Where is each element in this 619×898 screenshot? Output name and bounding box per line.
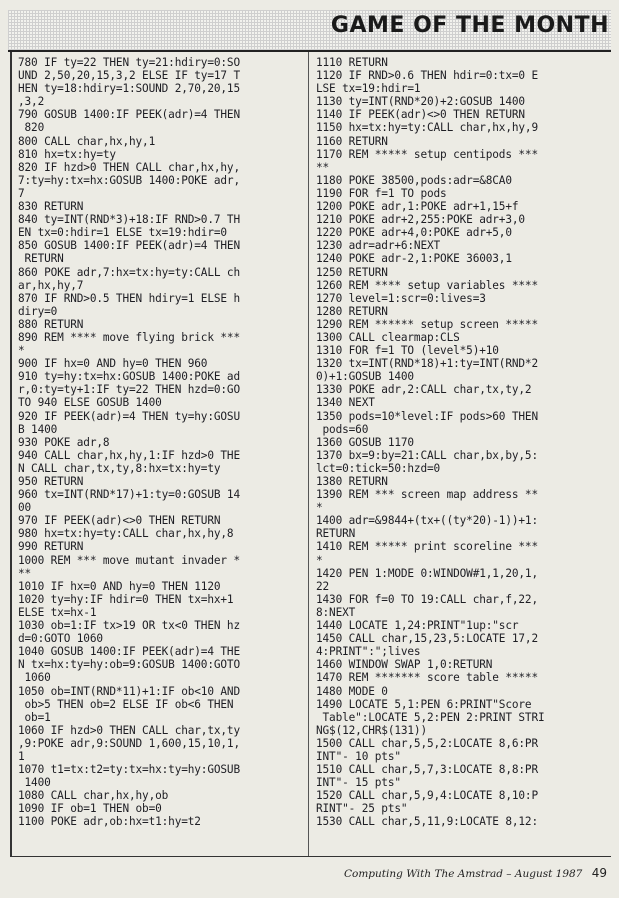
code-line: 1100 POKE adr,ob:hx=t1:hy=t2 — [18, 815, 201, 829]
code-line: EN tx=0:hdir=1 ELSE tx=19:hdir=0 — [18, 226, 227, 240]
code-line: 890 REM **** move flying brick *** — [18, 330, 240, 344]
code-line: 1490 LOCATE 5,1:PEN 6:PRINT"Score — [316, 697, 532, 711]
code-line: 1000 REM *** move mutant invader * — [18, 553, 240, 567]
code-line: 1240 POKE adr-2,1:POKE 36003,1 — [316, 252, 512, 266]
code-line: 22 — [316, 579, 330, 593]
code-line: 870 IF RND>0.5 THEN hdiry=1 ELSE h — [18, 291, 240, 305]
code-line: 1 — [18, 749, 25, 763]
code-line: 1020 ty=hy:IF hdir=0 THEN tx=hx+1 — [18, 592, 234, 606]
code-line: ,9:POKE adr,9:SOUND 1,600,15,10,1, — [18, 736, 240, 750]
code-line: 1400 adr=&9844+(tx+((ty*20)-1))+1: — [316, 514, 538, 528]
code-line: 1040 GOSUB 1400:IF PEEK(adr)=4 THE — [18, 645, 240, 659]
code-line: 940 CALL char,hx,hy,1:IF hzd>0 THE — [18, 448, 240, 462]
code-line: 1310 FOR f=1 TO (level*5)+10 — [316, 344, 499, 358]
code-line: 980 hx=tx:hy=ty:CALL char,hx,hy,8 — [18, 527, 234, 541]
code-line: 1230 adr=adr+6:NEXT — [316, 239, 441, 253]
code-line: 1420 PEN 1:MODE 0:WINDOW#1,1,20,1, — [316, 566, 538, 580]
code-line: B 1400 — [18, 422, 58, 436]
code-line: 810 hx=tx:hy=ty — [18, 147, 116, 161]
code-line: ar,hx,hy,7 — [18, 278, 84, 292]
code-line: 1090 IF ob=1 THEN ob=0 — [18, 802, 162, 816]
code-line: 1510 CALL char,5,7,3:LOCATE 8,8:PR — [316, 763, 538, 777]
code-line: 780 IF ty=22 THEN ty=21:hdiry=0:SO — [18, 56, 240, 69]
code-line: diry=0 — [18, 304, 58, 318]
bottom-rule — [10, 856, 611, 857]
code-line: 1440 LOCATE 1,24:PRINT"1up:"scr — [316, 619, 519, 633]
code-line: 1330 POKE adr,2:CALL char,tx,ty,2 — [316, 383, 532, 397]
code-line: 1150 hx=tx:hy=ty:CALL char,hx,hy,9 — [316, 121, 538, 135]
code-line: 820 — [18, 121, 45, 135]
code-line: RINT"- 25 pts" — [316, 802, 408, 816]
code-line: 1300 CALL clearmap:CLS — [316, 330, 460, 344]
code-line: 1400 — [18, 776, 51, 790]
code-line: 1470 REM ******* score table ***** — [316, 671, 538, 685]
section-title: GAME OF THE MONTH — [330, 13, 609, 38]
code-line: 1110 RETURN — [316, 56, 388, 69]
code-line: * — [18, 344, 25, 358]
code-line: 860 POKE adr,7:hx=tx:hy=ty:CALL ch — [18, 265, 240, 279]
code-line: 1080 CALL char,hx,hy,ob — [18, 789, 169, 803]
code-line: * — [316, 553, 323, 567]
code-line: 1180 POKE 38500,pods:adr=&8CA0 — [316, 173, 512, 187]
code-line: 1070 t1=tx:t2=ty:tx=hx:ty=hy:GOSUB — [18, 763, 240, 777]
code-line: 1030 ob=1:IF tx>19 OR tx<0 THEN hz — [18, 619, 240, 633]
code-line: 1290 REM ****** setup screen ***** — [316, 317, 538, 331]
code-line: TO 940 ELSE GOSUB 1400 — [18, 396, 162, 410]
code-line: ob=1 — [18, 710, 51, 724]
code-line: 900 IF hx=0 AND hy=0 THEN 960 — [18, 357, 208, 371]
code-line: 1390 REM *** screen map address ** — [316, 488, 538, 502]
code-line: N tx=hx:ty=hy:ob=9:GOSUB 1400:GOTO — [18, 658, 240, 672]
left-border-rule — [10, 52, 12, 856]
code-line: 7:ty=hy:tx=hx:GOSUB 1400:POKE adr, — [18, 173, 240, 187]
code-line: ** — [316, 160, 330, 174]
code-line: 790 GOSUB 1400:IF PEEK(adr)=4 THEN — [18, 108, 240, 122]
code-line: 840 ty=INT(RND*3)+18:IF RND>0.7 TH — [18, 213, 240, 227]
code-line: 960 tx=INT(RND*17)+1:ty=0:GOSUB 14 — [18, 488, 240, 502]
code-line: 1430 FOR f=0 TO 19:CALL char,f,22, — [316, 592, 538, 606]
listing-column-left — [18, 56, 308, 829]
code-line: 950 RETURN — [18, 475, 84, 488]
code-line: 1060 IF hzd>0 THEN CALL char,tx,ty — [18, 723, 240, 737]
code-line: ,3,2 — [18, 95, 45, 109]
code-line: 1350 pods=10*level:IF pods>60 THEN — [316, 409, 538, 423]
code-line: 1360 GOSUB 1170 — [316, 435, 414, 449]
code-line: 1450 CALL char,15,23,5:LOCATE 17,2 — [316, 632, 538, 646]
code-line: lct=0:tick=50:hzd=0 — [316, 461, 441, 475]
code-line: 1410 REM ***** print scoreline *** — [316, 540, 538, 554]
code-line: 1050 ob=INT(RND*11)+1:IF ob<10 AND — [18, 684, 240, 698]
listing-column-right — [316, 56, 606, 829]
code-line: 1220 POKE adr+4,0:POKE adr+5,0 — [316, 226, 512, 240]
code-line: 970 IF PEEK(adr)<>0 THEN RETURN — [18, 514, 221, 528]
code-line: 1140 IF PEEK(adr)<>0 THEN RETURN — [316, 108, 525, 122]
code-line: pods=60 — [316, 422, 369, 436]
page-number: 49 — [591, 866, 607, 880]
code-line: 1460 WINDOW SWAP 1,0:RETURN — [316, 658, 493, 672]
code-line: 820 IF hzd>0 THEN CALL char,hx,hy, — [18, 160, 240, 174]
code-line: 1280 RETURN — [316, 304, 388, 318]
code-line: d=0:GOTO 1060 — [18, 632, 103, 646]
code-line: 1200 POKE adr,1:POKE adr+1,15+f — [316, 200, 519, 214]
code-line: 00 — [18, 501, 32, 515]
code-line: RETURN — [316, 527, 356, 541]
code-line: UND 2,50,20,15,3,2 ELSE IF ty=17 T — [18, 69, 240, 83]
code-line: 1520 CALL char,5,9,4:LOCATE 8,10:P — [316, 789, 538, 803]
code-line: 1250 RETURN — [316, 265, 388, 279]
code-line: 7 — [18, 186, 25, 200]
code-line: 850 GOSUB 1400:IF PEEK(adr)=4 THEN — [18, 239, 240, 253]
code-line: 920 IF PEEK(adr)=4 THEN ty=hy:GOSU — [18, 409, 240, 423]
code-line: 1060 — [18, 671, 51, 685]
code-line: 1500 CALL char,5,5,2:LOCATE 8,6:PR — [316, 736, 538, 750]
code-line: 880 RETURN — [18, 317, 84, 331]
code-line: LSE tx=19:hdir=1 — [316, 82, 421, 96]
code-line: 0)+1:GOSUB 1400 — [316, 370, 414, 384]
code-line: RETURN — [18, 252, 64, 266]
code-line: ** — [18, 566, 32, 580]
code-line: 990 RETURN — [18, 540, 84, 554]
code-line: 1010 IF hx=0 AND hy=0 THEN 1120 — [18, 579, 221, 593]
code-line: 4:PRINT":";lives — [316, 645, 421, 659]
code-line: 1380 RETURN — [316, 475, 388, 488]
column-divider — [308, 52, 309, 856]
code-line: INT"- 15 pts" — [316, 776, 401, 790]
code-line: 1190 FOR f=1 TO pods — [316, 186, 447, 200]
code-line: INT"- 10 pts" — [316, 749, 401, 763]
code-line: ob>5 THEN ob=2 ELSE IF ob<6 THEN — [18, 697, 234, 711]
code-line: r,0:ty=ty+1:IF ty=22 THEN hzd=0:GO — [18, 383, 240, 397]
code-line: 1130 ty=INT(RND*20)+2:GOSUB 1400 — [316, 95, 525, 109]
code-line: 1530 CALL char,5,11,9:LOCATE 8,12: — [316, 815, 538, 829]
code-line: ELSE tx=hx-1 — [18, 605, 97, 619]
code-line: NG$(12,CHR$(131)) — [316, 723, 427, 737]
code-line: 1270 level=1:scr=0:lives=3 — [316, 291, 486, 305]
code-line: 930 POKE adr,8 — [18, 435, 110, 449]
code-line: 1170 REM ***** setup centipods *** — [316, 147, 538, 161]
code-line: N CALL char,tx,ty,8:hx=tx:hy=ty — [18, 461, 221, 475]
code-line: 910 ty=hy:tx=hx:GOSUB 1400:POKE ad — [18, 370, 240, 384]
page-footer — [344, 866, 607, 880]
code-line: 1370 bx=9:by=21:CALL char,bx,by,5: — [316, 448, 538, 462]
publication-credit: Computing With The Amstrad – August 1987 — [344, 868, 583, 880]
code-line: 1120 IF RND>0.6 THEN hdir=0:tx=0 E — [316, 69, 538, 83]
code-line: Table":LOCATE 5,2:PEN 2:PRINT STRI — [316, 710, 545, 724]
code-line: 1210 POKE adr+2,255:POKE adr+3,0 — [316, 213, 525, 227]
code-line: HEN ty=18:hdiry=1:SOUND 2,70,20,15 — [18, 82, 240, 96]
code-line: 1260 REM **** setup variables **** — [316, 278, 538, 292]
code-line: 1320 tx=INT(RND*18)+1:ty=INT(RND*2 — [316, 357, 538, 371]
code-line: * — [316, 501, 323, 515]
code-line: 8:NEXT — [316, 605, 356, 619]
code-line: 1160 RETURN — [316, 134, 388, 148]
code-line: 1480 MODE 0 — [316, 684, 388, 698]
code-line: 800 CALL char,hx,hy,1 — [18, 134, 156, 148]
code-line: 1340 NEXT — [316, 396, 375, 410]
code-line: 830 RETURN — [18, 200, 84, 214]
